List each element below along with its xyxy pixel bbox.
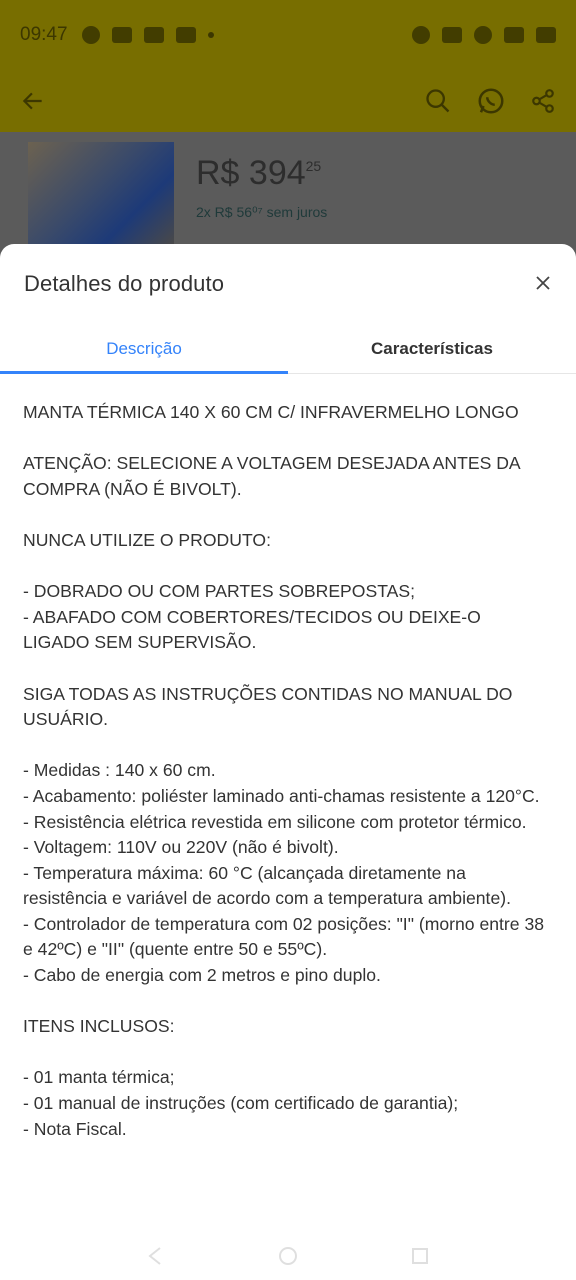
description-line: - Medidas : 140 x 60 cm. — [23, 760, 216, 781]
description-line: - 01 manual de instruções (com certificado de garantia); — [23, 1093, 459, 1114]
tab-descricao[interactable]: Descrição — [106, 338, 182, 358]
product-details-sheet — [0, 244, 576, 1280]
search-icon[interactable] — [424, 87, 452, 115]
status-system-icons — [412, 26, 556, 44]
more-notifications-icon — [208, 32, 214, 38]
signal-icon — [504, 27, 524, 43]
notification-icon — [144, 27, 164, 43]
share-icon[interactable] — [530, 88, 556, 114]
wifi-icon — [474, 26, 492, 44]
mail-icon — [176, 27, 196, 43]
recents-nav-icon[interactable] — [408, 1244, 432, 1268]
app-bar — [0, 70, 576, 132]
status-bar — [0, 0, 576, 70]
system-nav-bar — [0, 1232, 576, 1280]
product-installments: 2x R$ 56⁰⁷ sem juros — [196, 204, 328, 220]
back-nav-icon[interactable] — [144, 1244, 168, 1268]
active-tab-indicator — [0, 371, 288, 374]
description-line: SIGA TODAS AS INSTRUÇÕES CONTIDAS NO MANUAL DO USUÁRIO. — [23, 683, 513, 730]
alarm-icon — [412, 26, 430, 44]
description-line: MANTA TÉRMICA 140 X 60 CM C/ INFRAVERMELHO LONGO — [23, 402, 519, 422]
whatsapp-icon[interactable] — [476, 86, 506, 116]
status-time: 09:47 — [20, 24, 68, 45]
description-line: - DOBRADO OU COM PARTES SOBREPOSTAS; — [23, 581, 416, 602]
description-line: - Acabamento: poliéster laminado anti-chamas resistente a 120°C. — [23, 785, 540, 806]
description-line: - 01 manta térmica; — [23, 1067, 175, 1088]
vibrate-icon — [442, 27, 462, 43]
product-thumbnail — [28, 142, 174, 250]
product-description — [0, 374, 576, 1142]
home-nav-icon[interactable] — [276, 1244, 300, 1268]
notification-icon — [112, 27, 132, 43]
description-line: NUNCA UTILIZE O PRODUTO: — [23, 529, 271, 550]
description-line: - Cabo de energia com 2 metros e pino duplo. — [23, 965, 381, 986]
tab-caracteristicas[interactable]: Características — [371, 338, 493, 358]
description-line: ATENÇÃO: SELECIONE A VOLTAGEM DESEJADA ANTES DA COMPRA (NÃO É BIVOLT). — [23, 453, 520, 499]
description-line: - Resistência elétrica revestida em silicone com protetor térmico. — [23, 811, 527, 832]
description-line: - Voltagem: 110V ou 220V (não é bivolt). — [23, 837, 339, 858]
battery-icon — [536, 27, 556, 43]
sheet-title: Detalhes do produto — [24, 271, 225, 296]
description-line: - ABAFADO COM COBERTORES/TECIDOS OU DEIXE-O LIGADO SEM SUPERVISÃO. — [23, 606, 481, 653]
sheet-header — [0, 244, 576, 324]
sheet-tabs — [0, 324, 576, 374]
description-line: ITENS INCLUSOS: — [23, 1016, 175, 1037]
arrow-left-icon[interactable] — [20, 88, 46, 114]
status-notification-icons — [82, 26, 214, 44]
whatsapp-notification-icon — [82, 26, 100, 44]
description-line: - Nota Fiscal. — [23, 1118, 127, 1139]
description-line: - Temperatura máxima: 60 °C (alcançada diretamente na resistência e variável de acordo com a temperatura ambiente). — [23, 862, 511, 909]
close-icon[interactable] — [532, 272, 554, 294]
product-price: R$ $394^{25}$ — [196, 154, 322, 192]
description-line: - Controlador de temperatura com 02 posições: "I" (morno entre 38 e 42ºC) e "II" (quente entre 50 e 55ºC). — [23, 913, 545, 960]
